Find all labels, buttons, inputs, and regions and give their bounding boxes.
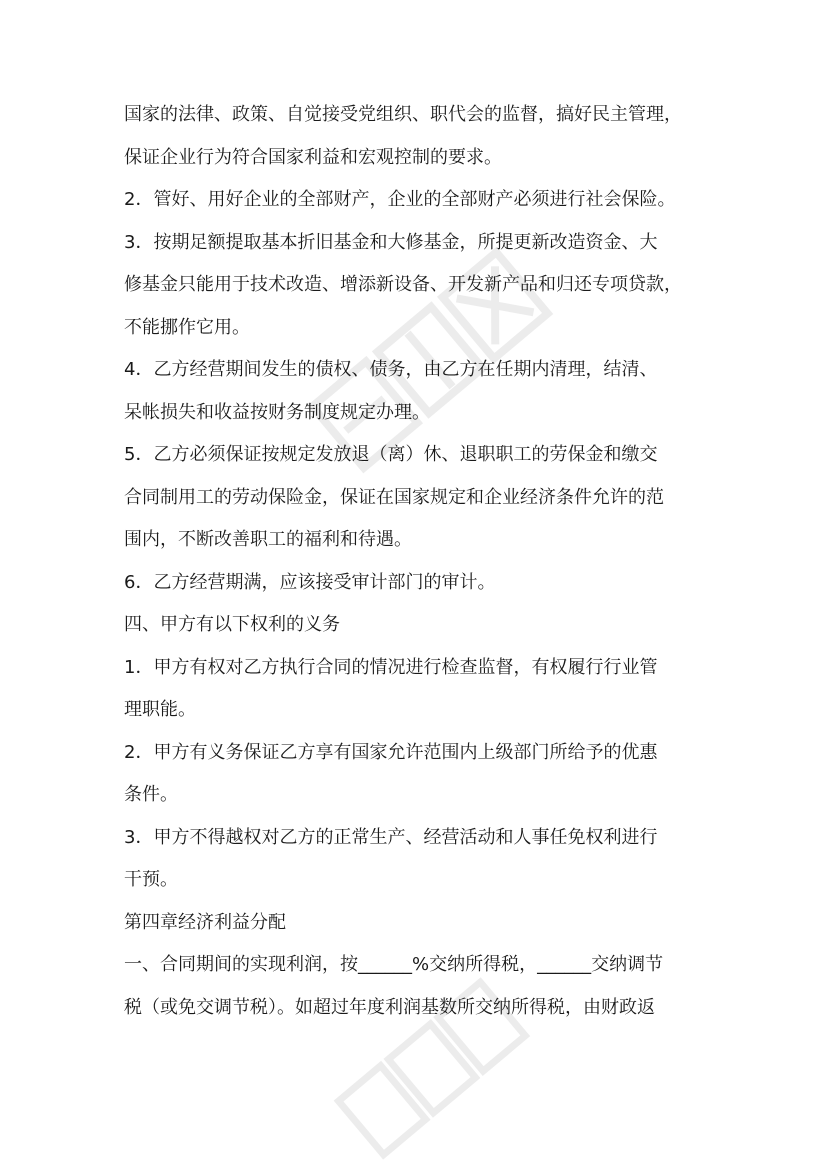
text-line: 5．乙方必须保证按规定发放退（离）休、退职职工的劳保金和缴交 (124, 444, 658, 465)
text-line: 国家的法律、政策、自觉接受党组织、职代会的监督，搞好民主管理， (124, 104, 682, 125)
text-line: 围内，不断改善职工的福利和待遇。 (124, 529, 412, 550)
text-line: 合同制用工的劳动保险金，保证在国家规定和企业经济条件允许的范 (124, 486, 664, 508)
text-line: 4．乙方经营期间发生的债权、债务，由乙方在任期内清理，结清、 (124, 359, 658, 380)
chapter-heading: 第四章经济利益分配 (124, 911, 286, 933)
text-line: 理职能。 (124, 699, 196, 720)
document-body (124, 103, 710, 1038)
text-line: 税（或免交调节税）。如超过年度利润基数所交纳所得税，由财政返 (124, 996, 655, 1018)
text-line: 2．管好、用好企业的全部财产，企业的全部财产必须进行社会保险。 (124, 189, 676, 210)
text-line: 干预。 (124, 869, 178, 890)
text-line: 2．甲方有义务保证乙方享有国家允许范围内上级部门所给予的优惠 (124, 741, 658, 763)
text-line: 呆帐损失和收益按财务制度规定办理。 (124, 401, 430, 423)
text-line: 条件。 (124, 784, 178, 805)
text-line: 保证企业行为符合国家利益和宏观控制的要求。 (124, 146, 502, 168)
text-line: 不能挪作它用。 (124, 316, 250, 338)
text-line: 修基金只能用于技术改造、增添新设备、开发新产品和归还专项贷款， (124, 274, 682, 295)
text-line: 3．按期足额提取基本折旧基金和大修基金，所提更新改造资金、大 (124, 231, 658, 253)
text-line: 一、合同期间的实现利润，按______%交纳所得税，______交纳调节 (124, 954, 664, 975)
text-line: 6．乙方经营期满，应该接受审计部门的审计。 (124, 571, 496, 593)
text-line: 1．甲方有权对乙方执行合同的情况进行检查监督，有权履行行业管 (124, 656, 658, 678)
text-line: 3．甲方不得越权对乙方的正常生产、经营活动和人事任免权利进行 (124, 826, 658, 848)
section-heading: 四、甲方有以下权利的义务 (124, 614, 340, 635)
